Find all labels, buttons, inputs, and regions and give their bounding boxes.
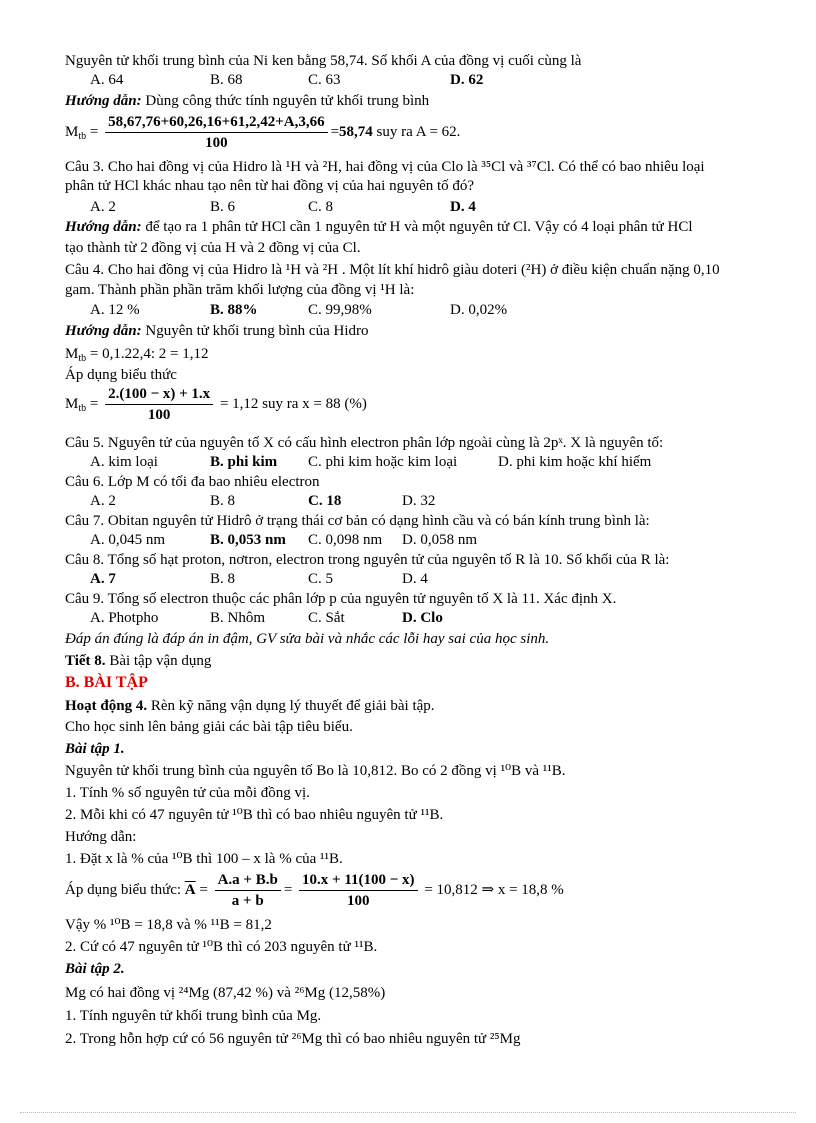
q6-text: Câu 6. Lớp M có tối đa bao nhiêu electron: [65, 474, 320, 490]
q3-option-c: C. 8: [308, 199, 334, 215]
bt1-fraction-1: [215, 870, 281, 911]
q4-option-a: A. 12 %: [90, 302, 140, 318]
q2-formula-sub: tb: [78, 130, 87, 142]
q5-option-d: D. phi kim hoặc khí hiếm: [498, 454, 652, 470]
q4-fraction: [105, 384, 213, 425]
q4-apply: Áp dụng biểu thức: [65, 367, 177, 383]
bt1-fraction-1-denominator: a + b: [231, 893, 264, 909]
q4-line1: Câu 4. Cho hai đồng vị của Hidro là ¹H và ²H . Một lít khí hidrô giàu doteri (²H) ở điều kiện chuẩn nặng 0,10: [65, 262, 720, 278]
bt1-result: = 10,812 ⇒ x = 18,8 %: [424, 881, 564, 898]
q2-guide: [65, 92, 429, 110]
bt2-item1: 1. Tính nguyên tử khối trung bình của Mg.: [65, 1008, 322, 1024]
q8-option-d: D. 4: [402, 571, 428, 587]
bt1-conclusion: Vậy % ¹⁰B = 18,8 và % ¹¹B = 81,2: [65, 917, 272, 933]
q9-text: Câu 9. Tổng số electron thuộc các phân lớp p của nguyên tử nguyên tố X là 11. Xác định X.: [65, 591, 617, 607]
q9-option-b: B. Nhôm: [210, 610, 266, 626]
q2-text: Nguyên tử khối trung bình của Ni ken bằng 58,74. Số khối A của đồng vị cuối cùng là: [65, 53, 582, 69]
activity-text: Rèn kỹ năng vận dụng lý thuyết để giải bài tập.: [147, 698, 435, 714]
q6-option-c: C. 18: [308, 493, 342, 509]
q2-guide-text: Dùng công thức tính nguyên tử khối trung bình: [141, 93, 430, 109]
q9-option-c: C. Sắt: [308, 610, 345, 626]
bt1-step1: 1. Đặt x là % của ¹⁰B thì 100 – x là % của ¹¹B.: [65, 851, 343, 867]
q4-option-b: B. 88%: [210, 302, 258, 318]
q2-option-d: D. 62: [450, 72, 484, 88]
q4-line2: gam. Thành phần phần trăm khối lượng của đồng vị ¹H là:: [65, 282, 415, 298]
q5-option-a: A. kim loại: [90, 454, 158, 470]
q2-fraction: [105, 112, 327, 153]
bt1-fraction-2-numerator: 10.x + 11(100 − x): [299, 870, 418, 891]
q7-text: Câu 7. Obitan nguyên tử Hidrô ở trạng thái cơ bản có dạng hình cầu và có bán kính trung bình là:: [65, 513, 650, 529]
q3-guide-line2: tạo thành từ 2 đồng vị của H và 2 đồng vị của Cl.: [65, 240, 361, 256]
q7-option-c: C. 0,098 nm: [308, 532, 383, 548]
q7-option-b: B. 0,053 nm: [210, 532, 286, 548]
q2-formula-lhs: M: [65, 123, 79, 140]
bt1-fraction-2-denominator: 100: [347, 893, 370, 909]
q3-option-d: D. 4: [450, 199, 476, 215]
q3-line2: phân tử HCl khác nhau tạo nên từ hai đồng vị của hai nguyên tố đó?: [65, 178, 475, 194]
q2-fraction-denominator: 100: [205, 135, 228, 151]
q4-calc-value: = 0,1.22,4: 2 = 1,12: [89, 346, 209, 362]
bt1-abar: $\overline{A}$: [184, 881, 196, 898]
q2-option-b: B. 68: [210, 72, 243, 88]
bt2-title: Bài tập 2.: [65, 961, 125, 977]
q3-guide-label: Hướng dẫn:: [65, 219, 142, 235]
answer-note: Đáp án đúng là đáp án in đậm, GV sửa bài và nhắc các lỗi hay sai của học sinh.: [65, 631, 550, 647]
q2-formula: $M_{tb}$ = $\frac{58,67,76+60,26,16+61,2,42+A,3,66}{100}$ =58,74 suy ra A = 62.: [65, 114, 461, 151]
q3-option-a: A. 2: [90, 199, 116, 215]
q7-option-d: D. 0,058 nm: [402, 532, 477, 548]
q3-line1: Câu 3. Cho hai đồng vị của Hidro là ¹H và ²H, hai đồng vị của Clo là ³⁵Cl và ³⁷Cl. Có thể có bao nhiêu loại: [65, 159, 705, 175]
q8-option-b: B. 8: [210, 571, 236, 587]
q4-option-c: C. 99,98%: [308, 302, 372, 318]
page-bottom-divider: [20, 1112, 796, 1113]
bt2-intro: Mg có hai đồng vị ²⁴Mg (87,42 %) và ²⁶Mg (12,58%): [65, 985, 386, 1001]
bt1-fraction-2: [299, 870, 418, 911]
q7-option-a: A. 0,045 nm: [90, 532, 165, 548]
q6-option-a: A. 2: [90, 493, 116, 509]
q4-guide-label: Hướng dẫn:: [65, 323, 142, 339]
bt1-intro: Nguyên tử khối trung bình của nguyên tố Bo là 10,812. Bo có 2 đồng vị ¹⁰B và ¹¹B.: [65, 763, 566, 779]
bt2-item2: 2. Trong hỗn hợp cứ có 56 nguyên tử ²⁶Mg thì có bao nhiêu nguyên tử ²⁵Mg: [65, 1031, 521, 1047]
q6-option-b: B. 8: [210, 493, 236, 509]
q4-formula: $M_{tb}$ = $\frac{2.(100 - x) + 1.x}{100}$ = 1,12 suy ra x = 88 (%): [65, 386, 367, 423]
bt1-fraction-1-numerator: A.a + B.b: [215, 870, 281, 891]
q2-option-c: C. 63: [308, 72, 341, 88]
bt1-apply: Áp dụng biểu thức:: [65, 881, 182, 898]
bt1-title: Bài tập 1.: [65, 741, 125, 757]
section-b-heading: B. BÀI TẬP: [65, 674, 148, 691]
q2-guide-label: Hướng dẫn:: [65, 93, 142, 109]
q2-option-a: A. 64: [90, 72, 124, 88]
q8-text: Câu 8. Tổng số hạt proton, nơtron, electron trong nguyên tử của nguyên tố R là 10. Số khối của R là:: [65, 552, 670, 568]
q4-guide-text: Nguyên tử khối trung bình của Hidro: [141, 323, 369, 339]
q4-fraction-numerator: 2.(100 − x) + 1.x: [105, 384, 213, 405]
q6-option-d: D. 32: [402, 493, 436, 509]
activity-heading: [65, 697, 435, 715]
q4-guide: [65, 322, 369, 340]
q5-option-c: C. phi kim hoặc kim loại: [308, 454, 458, 470]
bt1-formula: Áp dụng biểu thức: $\overline{A}$ = $\frac{A.a + B.b}{a + b}$ = $\frac{10.x + 11(100 - x)}{100}$ = 10,812 ⇒ x = 18,8 %: [65, 872, 564, 909]
q3-guide: [65, 218, 693, 236]
activity-label: Hoạt động 4.: [65, 698, 148, 714]
bt1-item1: 1. Tính % số nguyên tử của mỗi đồng vị.: [65, 785, 310, 801]
tiet-label: Tiết 8.: [65, 653, 106, 669]
q5-option-b: B. phi kim: [210, 454, 278, 470]
q2-formula-tail: suy ra A = 62.: [376, 123, 461, 140]
q8-option-a: A. 7: [90, 571, 116, 587]
q8-option-c: C. 5: [308, 571, 334, 587]
q5-text: Câu 5. Nguyên tử của nguyên tố X có cấu hình electron phân lớp ngoài cùng là 2pˣ. X là nguyên tố:: [65, 435, 664, 451]
bt1-step2: 2. Cứ có 47 nguyên tử ¹⁰B thì có 203 nguyên tử ¹¹B.: [65, 939, 378, 955]
q4-option-d: D. 0,02%: [450, 302, 508, 318]
bt1-item2: 2. Mỗi khi có 47 nguyên tử ¹⁰B thì có bao nhiêu nguyên tử ¹¹B.: [65, 807, 444, 823]
activity-line2: Cho học sinh lên bảng giải các bài tập tiêu biểu.: [65, 719, 353, 735]
tiet-text: Bài tập vận dụng: [105, 653, 212, 669]
q4-fraction-denominator: 100: [147, 407, 171, 423]
q3-guide-line1: để tạo ra 1 phân tử HCl cần 1 nguyên tử H và một nguyên tử Cl. Vậy có 4 loại phân tử HCl: [141, 219, 693, 235]
q4-formula-tail: = 1,12 suy ra x = 88 (%): [219, 395, 367, 412]
q9-option-d: D. Clo: [402, 610, 443, 626]
q4-calc: $M_{tb} = 0,1.22,4$: 2 = 1,12: [65, 346, 209, 364]
q9-option-a: A. Photpho: [90, 610, 159, 626]
tiet-heading: [65, 652, 211, 670]
q2-fraction-numerator: 58,67,76+60,26,16+61,2,42+A,3,66: [105, 112, 327, 133]
bt1-guide: Hướng dẫn:: [65, 829, 137, 845]
q2-formula-result: 58,74: [339, 123, 373, 140]
q3-option-b: B. 6: [210, 199, 236, 215]
